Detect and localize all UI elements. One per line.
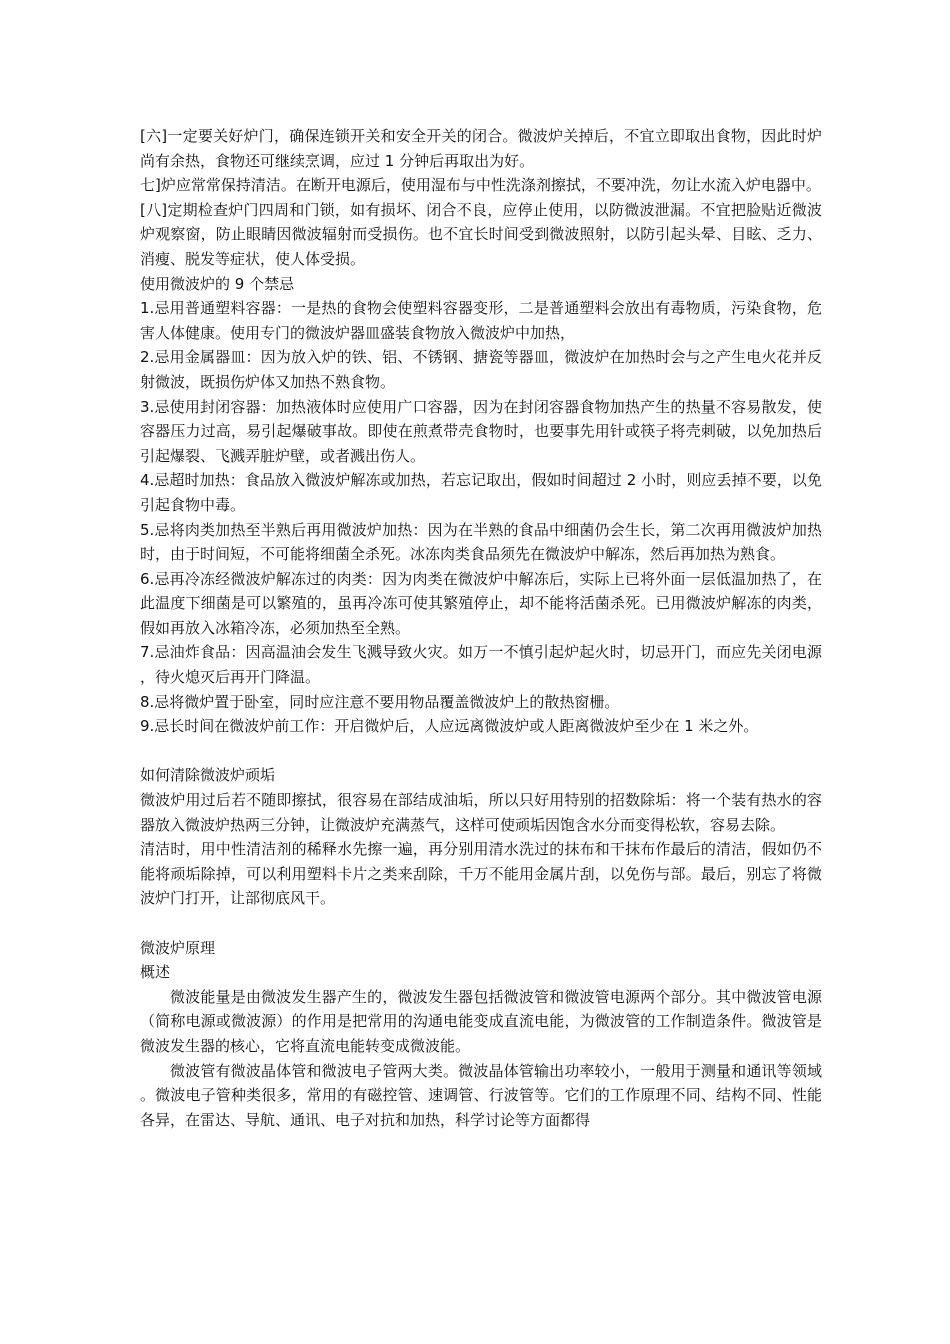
taboo-item-9: 9.忌长时间在微波炉前工作：开启微炉后，人应远离微波炉或人距离微波炉至少在 1 米之外。 bbox=[140, 717, 759, 736]
principle-subheading: 概述 bbox=[140, 963, 171, 982]
principle-heading: 微波炉原理 bbox=[140, 938, 216, 957]
document-page bbox=[140, 124, 822, 1132]
precaution-item-7: 七]炉应常常保持清洁。在断开电源后，使用湿布与中性洗涤剂擦拭，不要冲洗，勿让水流入炉电器中。 bbox=[140, 176, 821, 195]
spacer bbox=[140, 911, 822, 936]
taboo-item-3: 3.忌使用封闭容器：加热液体时应使用广口容器，因为在封闭容器食物加热产生的热量不容易散发，使容器压力过高，易引起爆破事故。即使在煎煮带壳食物时，也要事先用针或筷子将壳刺破，以免加热后引起爆裂、飞溅弄脏炉壁，或者溅出伤人。 bbox=[140, 397, 822, 465]
principle-paragraph-2: 微波管有微波晶体管和微波电子管两大类。微波晶体管输出功率较小，一般用于测量和通讯等领域。微波电子管种类很多，常用的有磁控管、速调管、行波管等。它们的工作原理不同、结构不同、性能各异，在雷达、导航、通讯、电子对抗和加热，科学讨论等方面都得 bbox=[140, 1061, 822, 1129]
principle-paragraph-1: 微波能量是由微波发生器产生的，微波发生器包括微波管和微波管电源两个部分。其中微波管电源（简称电源或微波源）的作用是把常用的沟通电能变成直流电能，为微波管的工作制造条件。微波管是微波发生器的核心，它将直流电能转变成微波能。 bbox=[140, 987, 822, 1055]
precaution-item-6: [六]一定要关好炉门，确保连锁开关和安全开关的闭合。微波炉关掉后，不宜立即取出食物，因此时炉尚有余热，食物还可继续烹调，应过 1 分钟后再取出为好。 bbox=[140, 127, 822, 170]
taboo-item-7: 7.忌油炸食品：因高温油会发生飞溅导致火灾。如万一不慎引起炉起火时，切忌开门，而应先关闭电源，待火熄灭后再开门降温。 bbox=[140, 643, 822, 687]
taboo-item-5: 5.忌将肉类加热至半熟后再用微波炉加热：因为在半熟的食品中细菌仍会生长，第二次再用微波炉加热时，由于时间短，不可能将细菌全杀死。冰冻肉类食品须先在微波炉中解冻，然后再加热为熟食。 bbox=[140, 520, 822, 564]
precaution-item-8: [八]定期检查炉门四周和门锁，如有损坏、闭合不良，应停止使用，以防微波泄漏。不宜把脸贴近微波炉观察窗，防止眼睛因微波辐射而受损伤。也不宜长时间受到微波照射，以防引起头晕、目眩、乏力、消瘦、脱发等症状，使人体受损。 bbox=[140, 200, 822, 268]
taboo-item-8: 8.忌将微炉置于卧室，同时应注意不要用物品覆盖微波炉上的散热窗栅。 bbox=[140, 692, 620, 711]
cleaning-paragraph-2: 清洁时，用中性清洁剂的稀释水先擦一遍，再分别用清水洗过的抹布和干抹布作最后的清洁，假如仍不能将顽垢除掉，可以利用塑料卡片之类来刮除，千万不能用金属片刮，以免伤与部。最后，别忘了将微波炉门打开，让部彻底风干。 bbox=[140, 840, 822, 908]
cleaning-heading: 如何清除微波炉顽垢 bbox=[140, 766, 276, 785]
taboo-item-4: 4.忌超时加热：食品放入微波炉解冻或加热，若忘记取出，假如时间超过 2 小时，则应丢掉不要，以免引起食物中毒。 bbox=[140, 471, 822, 514]
cleaning-paragraph-1: 微波炉用过后若不随即擦拭，很容易在部结成油垢，所以只好用特别的招数除垢：将一个装有热水的容器放入微波炉热两三分钟，让微波炉充满蒸气，这样可使顽垢因饱含水分而变得松软，容易去除。 bbox=[140, 791, 822, 834]
taboo-item-6: 6.忌再冷冻经微波炉解冻过的肉类：因为肉类在微波炉中解冻后，实际上已将外面一层低温加热了，在此温度下细菌是可以繁殖的，虽再冷冻可使其繁殖停止，却不能将活菌杀死。已用微波炉解冻的肉类，假如再放入冰箱冷冻，必须加热至全熟。 bbox=[140, 569, 822, 637]
taboo-item-2: 2.忌用金属器皿：因为放入炉的铁、铝、不锈钢、搪瓷等器皿，微波炉在加热时会与之产生电火花并反射微波，既损伤炉体又加热不熟食物。 bbox=[140, 348, 822, 391]
spacer bbox=[140, 739, 822, 764]
taboo-item-1: 1.忌用普通塑料容器：一是热的食物会使塑料容器变形，二是普通塑料会放出有毒物质，污染食物，危害人体健康。使用专门的微波炉器皿盛装食物放入微波炉中加热， bbox=[140, 299, 822, 342]
taboos-heading: 使用微波炉的 9 个禁忌 bbox=[140, 274, 295, 293]
